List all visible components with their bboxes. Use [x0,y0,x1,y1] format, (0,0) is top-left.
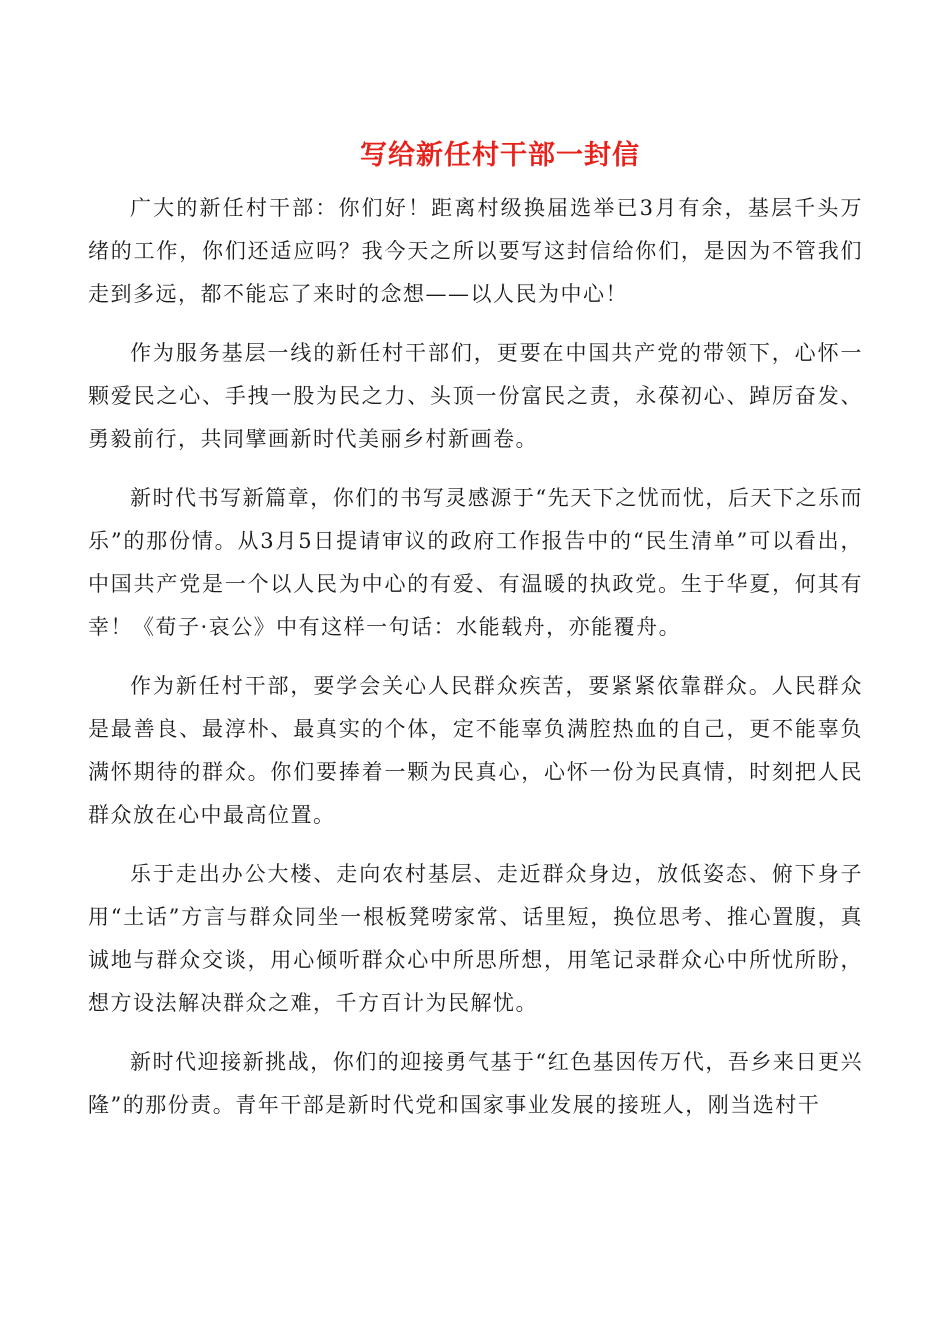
paragraph: 新时代迎接新挑战，你们的迎接勇气基于“红色基因传万代，吾乡来日更兴隆”的那份责。青年干部是新时代党和国家事业发展的接班人，刚当选村干 [88,1050,863,1117]
paragraph: 广大的新任村干部：你们好！距离村级换届选举已3月有余，基层千头万绪的工作，你们还适应吗？我今天之所以要写这封信给你们，是因为不管我们走到多远，都不能忘了来时的念想——以人民为中心！ [88,196,863,306]
paragraph: 作为服务基层一线的新任村干部们，更要在中国共产党的带领下，心怀一颗爱民之心、手拽一股为民之力、头顶一份富民之责，永葆初心、踔厉奋发、勇毅前行，共同擘画新时代美丽乡村新画卷。 [88,341,863,451]
paragraph: 作为新任村干部，要学会关心人民群众疾苦，要紧紧依靠群众。人民群众是最善良、最淳朴、最真实的个体，定不能辜负满腔热血的自己，更不能辜负满怀期待的群众。你们要捧着一颗为民真心，心怀一份为民真情，时刻把人民群众放在心中最高位置。 [88,674,863,827]
document-title: 写给新任村干部一封信 [360,140,640,171]
document-body [88,187,863,1143]
paragraph: 乐于走出办公大楼、走向农村基层、走近群众身边，放低姿态、俯下身子用“土话”方言与群众同坐一根板凳唠家常、话里短，换位思考、推心置腹，真诚地与群众交谈，用心倾听群众心中所思所想，用笔记录群众心中所忧所盼，想方设法解决群众之难，千方百计为民解忧。 [88,862,863,1015]
paragraph: 新时代书写新篇章，你们的书写灵感源于“先天下之忧而忧，后天下之乐而乐”的那份情。从3月5日提请审议的政府工作报告中的“民生清单”可以看出，中国共产党是一个以人民为中心的有爱、有温暖的执政党。生于华夏，何其有幸！《荀子·哀公》中有这样一句话：水能载舟，亦能覆舟。 [88,486,863,639]
